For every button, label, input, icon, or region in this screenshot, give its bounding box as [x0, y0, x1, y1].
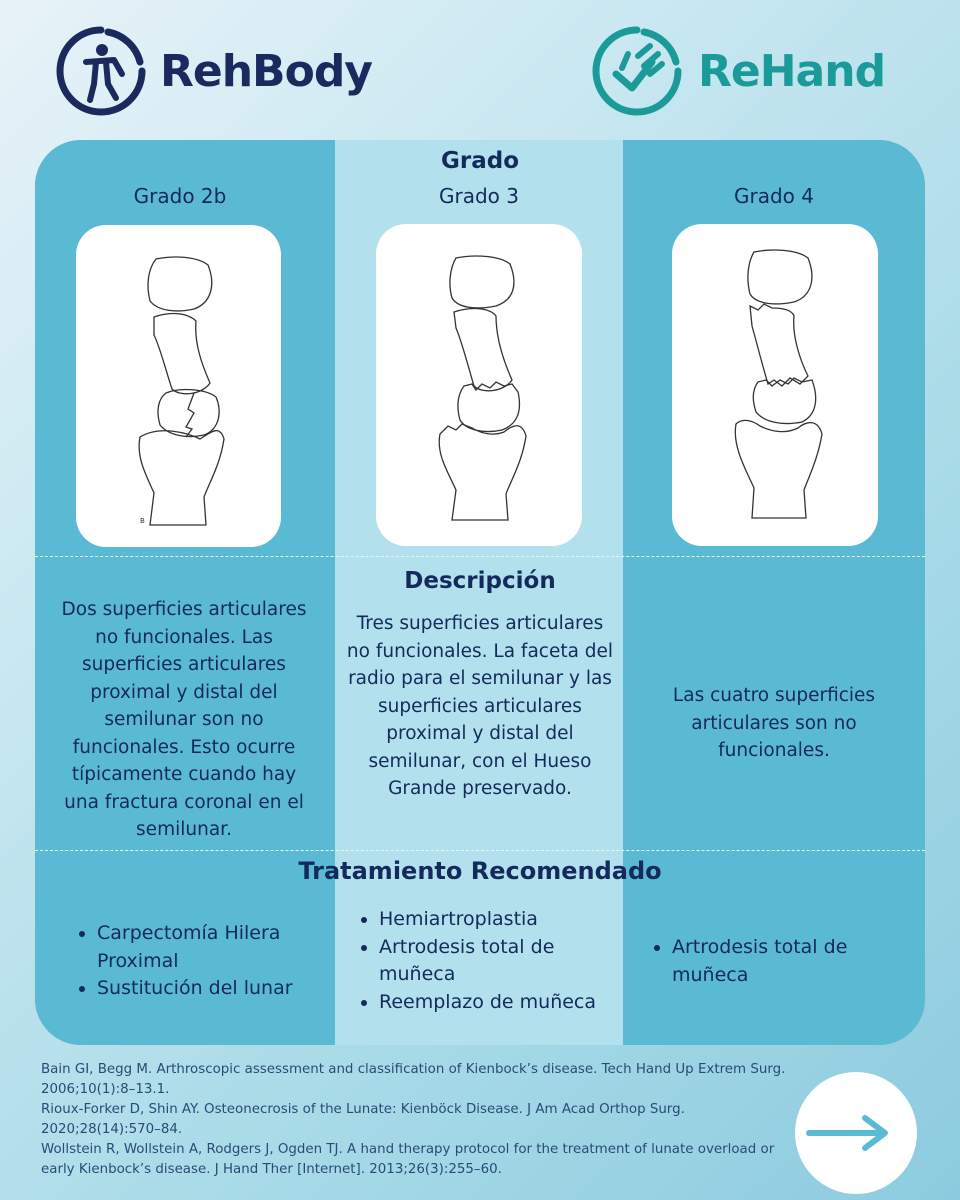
list-item: • Sustitución del lunar — [97, 975, 337, 1003]
description-2b: Dos superficies articulares no funcionales. Las superficies articulares proximal y distal del semilunar son no funcionales. Esto ocurre típicamente cuando hay una fractura coronal en el semilunar. — [61, 599, 307, 840]
figure-label: B — [140, 517, 145, 525]
rehand-logo — [592, 26, 885, 116]
description-section-title: Descripción — [404, 568, 556, 594]
lunate-xray-drawing-3 — [376, 224, 582, 546]
kienbock-grade-card — [35, 140, 925, 1045]
section-divider — [35, 850, 925, 851]
list-item: • Hemiartroplastia — [379, 906, 629, 934]
treatment-list-2b — [75, 920, 337, 1003]
list-item: • Artrodesis total de muñeca — [379, 934, 629, 989]
list-item: • Artrodesis total de muñeca — [672, 934, 912, 989]
next-button[interactable] — [795, 1072, 917, 1194]
grade-label-3: Grado 3 — [439, 184, 519, 208]
rehand-logo-text: ReHand — [698, 45, 886, 97]
grade-section-title: Grado — [440, 148, 519, 174]
person-figure-icon — [56, 26, 146, 116]
arrow-right-icon — [795, 1072, 917, 1194]
grade-label-4: Grado 4 — [734, 184, 814, 208]
rehbody-logo-text: RehBody — [160, 45, 372, 97]
rehbody-logo — [56, 26, 372, 116]
references — [41, 1060, 801, 1180]
description-4: Las cuatro superficies articulares son no funcionales. — [672, 685, 876, 761]
hand-icon — [592, 26, 682, 116]
list-item: • Reemplazo de muñeca — [379, 989, 629, 1017]
reference-item: Rioux-Forker D, Shin AY. Osteonecrosis of the Lunate: Kienböck Disease. J Am Acad Orthop Surg. 2020;28(14):570–84. — [41, 1102, 685, 1137]
reference-item: Wollstein R, Wollstein A, Rodgers J, Ogden TJ. A hand therapy protocol for the treatment of lunate overload or early Kienbock’s disease. J Hand Ther [Internet]. 2013;26(3):255–60. — [41, 1142, 775, 1177]
lunate-xray-drawing-2b — [76, 225, 281, 547]
section-divider — [35, 556, 925, 557]
lunate-xray-drawing-4 — [672, 224, 878, 546]
treatment-section-title: Tratamiento Recomendado — [298, 857, 662, 885]
list-item: • Carpectomía Hilera Proximal — [97, 920, 337, 975]
reference-item: Bain GI, Begg M. Arthroscopic assessment and classification of Kienbock’s disease. Tech Hand Up Extrem Surg. 2006;10(1):8–13.1. — [41, 1062, 786, 1097]
treatment-list-4 — [650, 934, 912, 989]
description-3: Tres superficies articulares no funcionales. La faceta del radio para el semilunar y las superficies articulares proximal y distal del semilunar, con el Hueso Grande preservado. — [346, 613, 614, 799]
grade-label-2b: Grado 2b — [133, 184, 227, 208]
treatment-list-3 — [357, 906, 629, 1016]
